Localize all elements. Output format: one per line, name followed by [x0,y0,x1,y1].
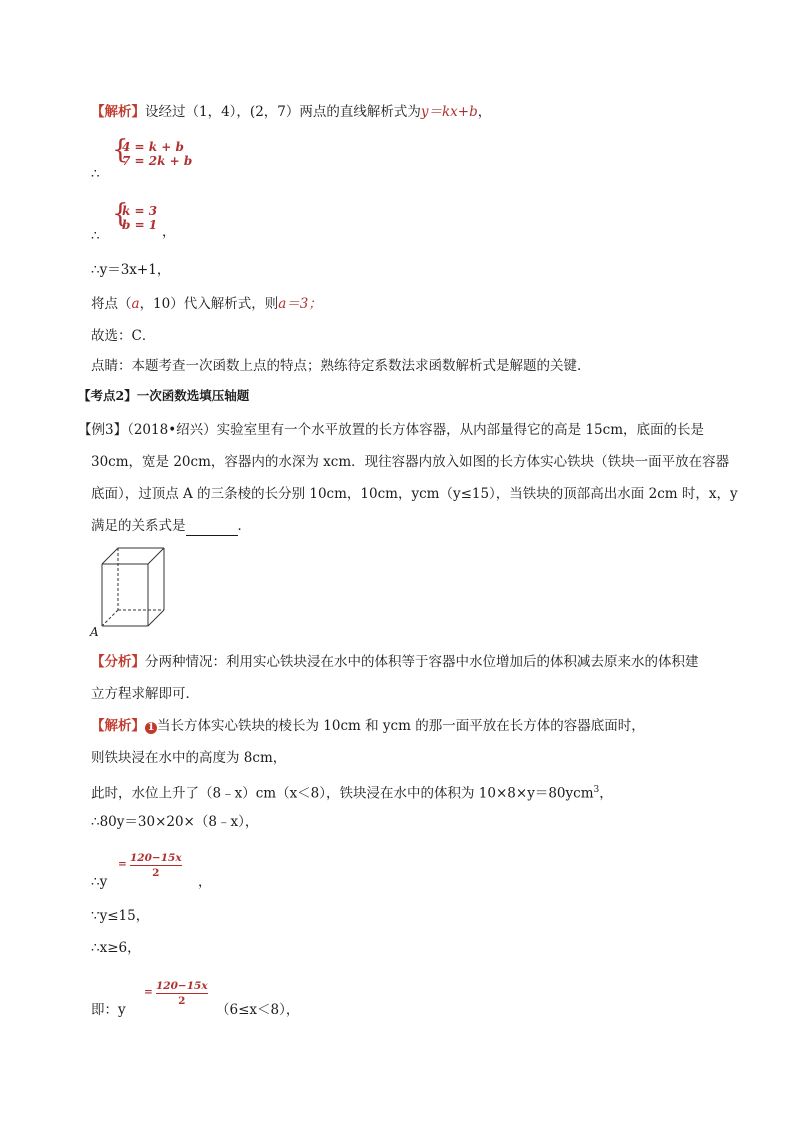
hint-tag: 【分析】 [91,654,145,670]
solution-line6: ∵y≤15， [91,908,150,924]
system2-row1: k = 3 [122,204,158,218]
substitute-line: 将点（a，10）代入解析式，则a＝3； [91,296,322,312]
fraction-1: = 120−15x 2 [118,852,182,879]
cuboid-figure [86,544,176,640]
comment-line: 点睛：本题考查一次函数上点的特点；熟练待定系数法求函数解析式是解题的关键． [91,358,591,374]
hint-line2: 立方程求解即可． [91,686,199,702]
section-header: 【考点2】一次函数选填压轴题 [78,388,250,403]
choice-line: 故选：C． [91,328,156,344]
case-number-badge: 1 [145,722,157,734]
example3-line1: 【例3】（2018•绍兴）实验室里有一个水平放置的长方体容器，从内部量得它的高是 15cm，底面的长是 [78,422,704,438]
solution-tag: 【解析】 [91,718,145,734]
system1-row1: 4 = k + b [122,140,184,154]
analysis-text: 设经过（1，4），(2，7）两点的直线解析式为 [145,104,421,120]
equation-system-1 [112,135,193,168]
solution-line5: ∴y [91,874,108,890]
analysis-tag: 【解析】 [91,104,145,120]
solution-line5-tail: ， [198,874,212,890]
solution-line8-tail: （6≤x＜8）， [216,1002,300,1018]
example3-line4: 满足的关系式是 ． [91,518,251,534]
answer-blank [186,521,238,536]
solution-line7: ∴x≥6， [91,940,141,956]
hint-line1: 【分析】分两种情况：利用实心铁块浸在水中的体积等于容器中水位增加后的体积减去原来水的体积建 [91,654,699,670]
solution-line8: 即：y [91,1002,126,1018]
analysis-line: 【解析】设经过（1，4），(2，7）两点的直线解析式为y＝kx+b， [91,104,492,120]
solution-line1: 【解析】 1 当长方体实心铁块的棱长为 10cm 和 ycm 的那一面平放在长方体的容器底面时， [91,718,645,734]
system2-tail: ， [162,224,176,240]
system2-row2: b = 1 [122,218,158,232]
example3-line3: 底面），过顶点 A 的三条棱的长分别 10cm，10cm，ycm（y≤15），当铁块的顶部高出水面 2cm 时，x，y [91,486,738,502]
system1-row2: 7 = 2k + b [122,154,193,168]
system1-prefix: ∴ [91,166,100,182]
solution-line3: 此时，水位上升了（8﹣x）cm（x＜8），铁块浸在水中的体积为 10×8×y＝80ycm$^3$， [91,785,613,802]
brace-symbol: { [112,135,129,165]
solution-line4: ∴80y＝30×20×（8﹣x）， [91,814,259,830]
fraction-2: = 120−15x 2 [144,980,208,1007]
brace-symbol: { [112,199,129,229]
equation-system-2 [112,199,158,232]
result-line: ∴y＝3x+1， [91,262,171,278]
line-formula: y＝kx+b [420,104,478,120]
example3-line2: 30cm，宽是 20cm，容器内的水深为 xcm．现往容器内放入如图的长方体实心铁块（铁块一面平放在容器 [91,454,730,470]
vertex-label-a: A [90,625,99,639]
solution-line2: 则铁块浸在水中的高度为 8cm， [91,750,287,766]
system2-prefix: ∴ [91,228,100,244]
